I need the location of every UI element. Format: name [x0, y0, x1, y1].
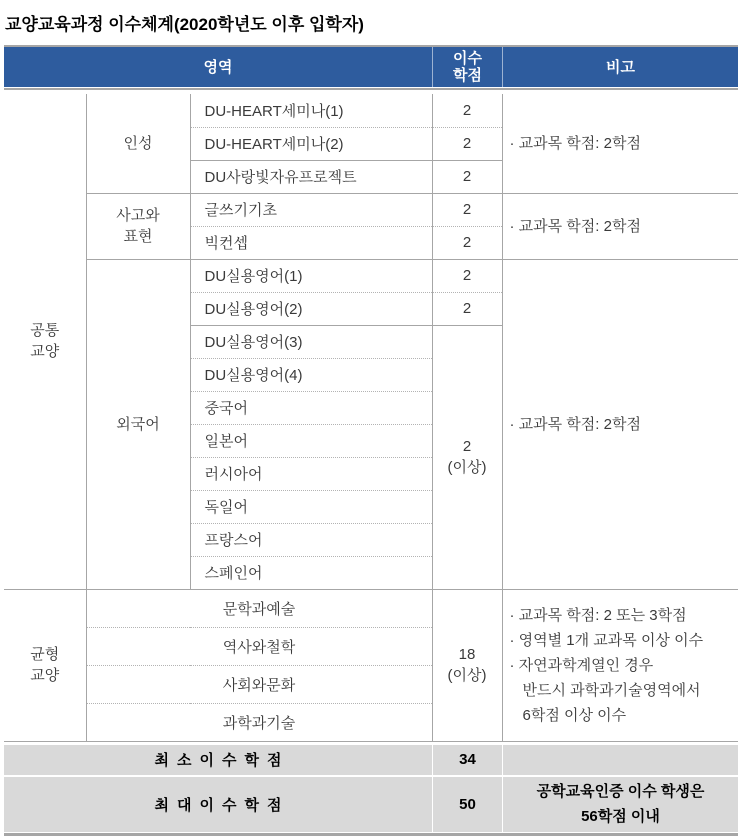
note-line: · 교과목 학점: 2학점 — [509, 415, 641, 433]
category-cell — [86, 94, 190, 193]
group-cell-line: 교양 — [30, 667, 60, 684]
column-header-note-label: 비고 — [606, 58, 635, 76]
group-cell — [4, 94, 86, 589]
column-header-note — [502, 47, 738, 87]
course-cell: 스페인어 — [190, 556, 432, 589]
credit-cell-line: 2 — [462, 438, 472, 455]
table-row — [4, 259, 738, 292]
credit-cell: 2 — [432, 193, 502, 226]
column-header-credits-line1: 이수 — [453, 50, 482, 67]
table-row — [4, 589, 738, 627]
note-cell — [502, 94, 738, 193]
category-cell — [86, 259, 190, 589]
column-header-credits — [432, 47, 502, 87]
column-header-area: 영역 — [203, 58, 233, 76]
footer-credit: 50 — [432, 777, 502, 832]
note-cell — [502, 193, 738, 259]
footer-label: 최소이수학점 — [154, 752, 290, 769]
course-cell: 중국어 — [190, 391, 432, 424]
credit-cell: 2 — [432, 226, 502, 259]
group-cell-line: 공통 — [30, 322, 60, 340]
group-cell-line: 교양 — [30, 343, 60, 361]
table-header-bar — [4, 45, 738, 90]
course-cell: DU-HEART세미나(1) — [190, 94, 432, 127]
note-line: · 교과목 학점: 2학점 — [509, 134, 641, 152]
course-cell: 과학과기술 — [86, 703, 432, 741]
note-line: · 교과목 학점: 2학점 — [509, 217, 641, 235]
course-cell: DU-HEART세미나(2) — [190, 127, 432, 160]
course-cell: DU실용영어(1) — [190, 259, 432, 292]
course-cell: DU사랑빛자유프로젝트 — [190, 160, 432, 193]
note-line: · 교과목 학점: 2 또는 3학점 — [509, 606, 687, 624]
footer-note — [502, 777, 738, 832]
footer-row — [4, 745, 738, 775]
course-cell: 일본어 — [190, 424, 432, 457]
course-cell: 러시아어 — [190, 457, 432, 490]
course-cell: DU실용영어(3) — [190, 325, 432, 358]
course-cell: 빅컨셉 — [190, 226, 432, 259]
credit-cell: 2 — [432, 127, 502, 160]
course-cell: 역사와철학 — [86, 627, 432, 665]
course-cell: 사회와문화 — [86, 665, 432, 703]
credit-cell — [432, 589, 502, 741]
footer-note — [502, 745, 738, 775]
curriculum-table — [4, 94, 738, 742]
credit-cell: 2 — [432, 259, 502, 292]
table-bottom-border — [4, 833, 738, 836]
table-row — [4, 193, 738, 226]
page-title: 교양교육과정 이수체계(2020학년도 이후 입학자) — [5, 15, 364, 34]
note-line: · 영역별 1개 교과목 이상 이수 — [509, 631, 704, 649]
category-cell-line: 외국어 — [116, 415, 160, 433]
group-cell-line: 균형 — [30, 646, 60, 663]
category-cell — [86, 193, 190, 259]
course-cell: DU실용영어(4) — [190, 358, 432, 391]
course-cell: 문학과예술 — [86, 589, 432, 627]
category-cell-line: 사고와 — [116, 207, 160, 224]
course-cell: 프랑스어 — [190, 523, 432, 556]
note-line: · 자연과학계열인 경우 — [509, 656, 654, 674]
note-cell — [502, 589, 738, 741]
footer-note-line: 공학교육인증 이수 학생은 — [536, 783, 705, 800]
footer-label: 최대이수학점 — [154, 796, 290, 814]
note-cell — [502, 259, 738, 589]
credit-cell-line: (이상) — [447, 667, 487, 684]
note-line: 6학점 이상 이수 — [522, 706, 627, 724]
footer-row — [4, 777, 738, 832]
credit-cell-line: 18 — [458, 646, 476, 663]
credit-cell: 2 — [432, 160, 502, 193]
table-footer — [0, 745, 742, 832]
footer-credit: 34 — [432, 745, 502, 775]
credit-cell: 2 — [432, 94, 502, 127]
table-row — [4, 94, 738, 127]
group-cell — [4, 589, 86, 741]
course-cell: 독일어 — [190, 490, 432, 523]
footer-note-line: 56학점 이내 — [581, 808, 660, 825]
course-cell: DU실용영어(2) — [190, 292, 432, 325]
credit-cell: 2 — [432, 292, 502, 325]
table-header-row — [4, 47, 738, 87]
course-cell: 글쓰기기초 — [190, 193, 432, 226]
column-header-credits-line2: 학점 — [453, 67, 482, 84]
category-cell-line: 인성 — [123, 134, 153, 152]
credit-cell — [432, 325, 502, 589]
credit-cell-line: (이상) — [447, 459, 487, 476]
category-cell-line: 표현 — [123, 228, 153, 245]
note-line: 반드시 과학과기술영역에서 — [522, 681, 701, 699]
